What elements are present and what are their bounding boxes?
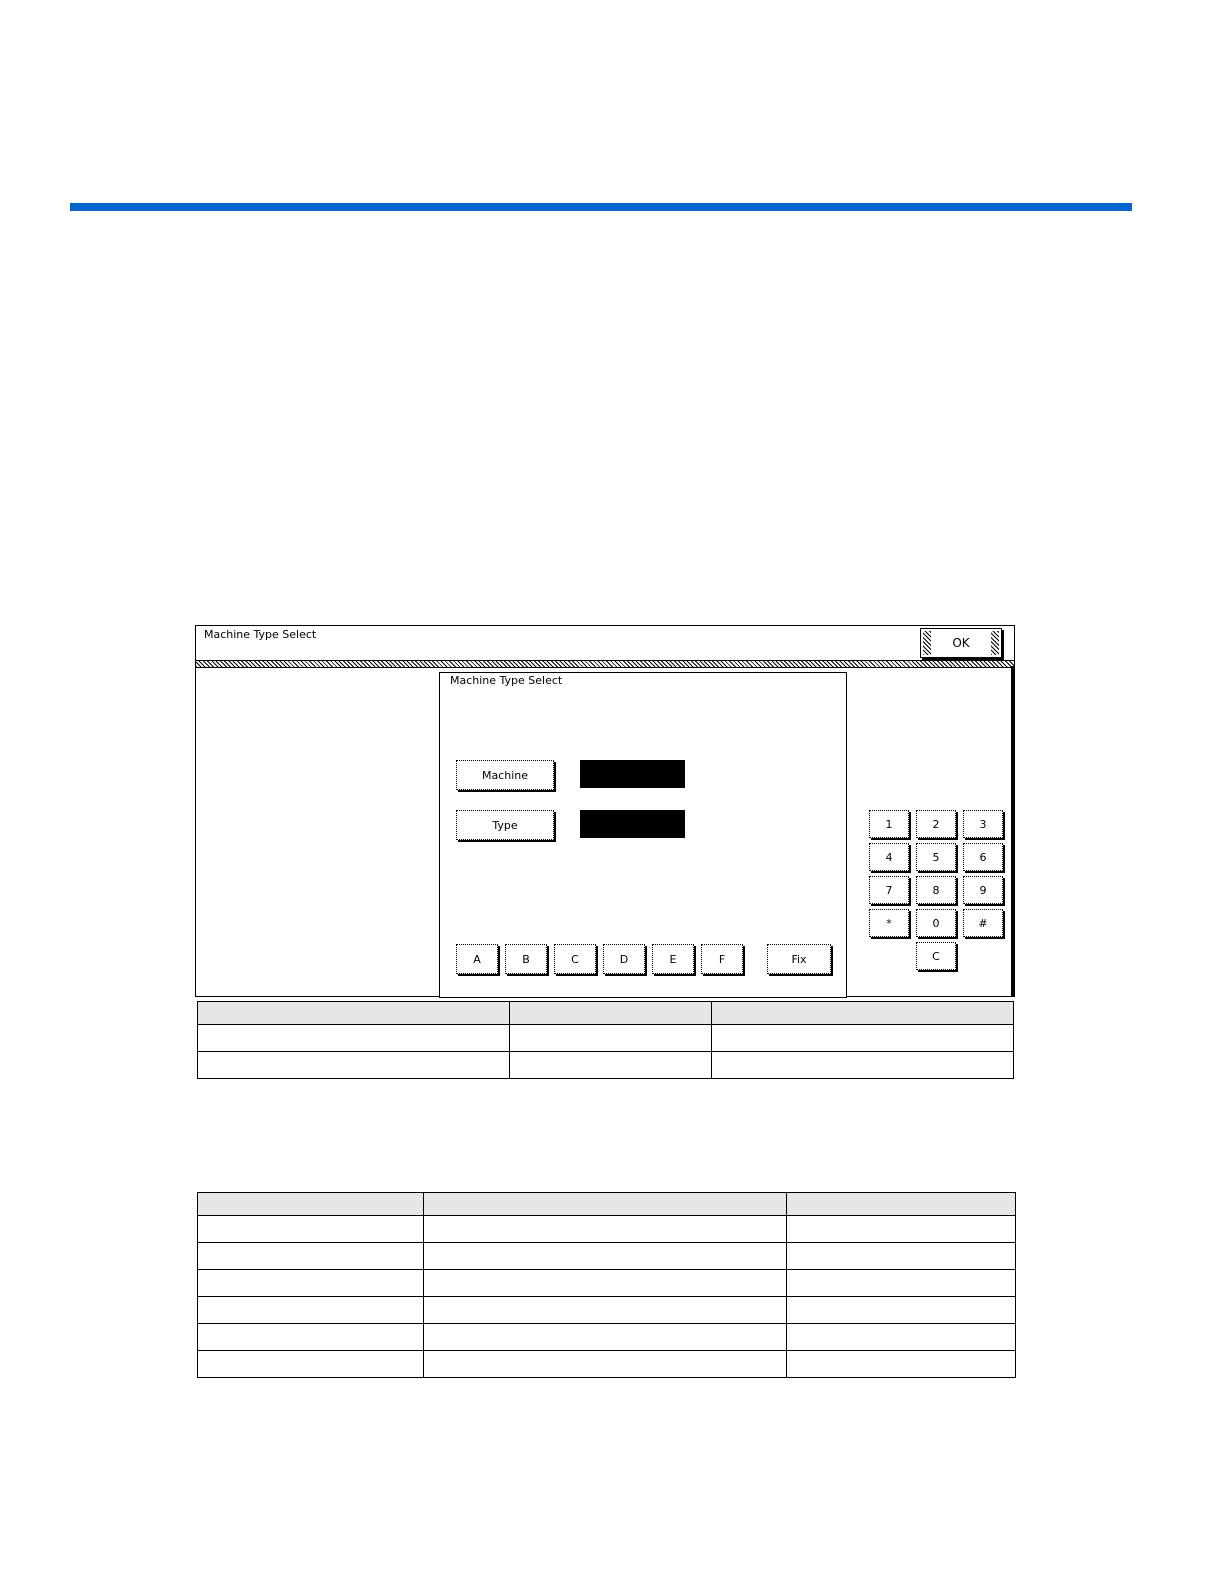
key-4[interactable]: 4	[869, 843, 909, 871]
table-header-cell	[787, 1193, 1016, 1216]
table-row	[198, 1297, 1016, 1324]
table-cell	[787, 1351, 1016, 1378]
table-cell	[198, 1297, 424, 1324]
table-header-cell	[198, 1002, 510, 1025]
key-star[interactable]: *	[869, 909, 909, 937]
table-cell	[509, 1025, 712, 1052]
machine-type-dialog	[439, 672, 847, 998]
key-5[interactable]: 5	[916, 843, 956, 871]
table-cell	[198, 1216, 424, 1243]
table-row	[198, 1351, 1016, 1378]
table-row	[198, 1324, 1016, 1351]
key-9[interactable]: 9	[963, 876, 1003, 904]
key-hash[interactable]: #	[963, 909, 1003, 937]
table-cell	[198, 1243, 424, 1270]
table-cell	[787, 1243, 1016, 1270]
table-cell	[198, 1351, 424, 1378]
table-cell	[423, 1297, 787, 1324]
dialog-title: Machine Type Select	[450, 674, 563, 687]
key-0[interactable]: 0	[916, 909, 956, 937]
key-clear[interactable]: C	[916, 942, 956, 970]
table-cell	[423, 1216, 787, 1243]
type-button[interactable]: Type	[456, 810, 554, 840]
key-7[interactable]: 7	[869, 876, 909, 904]
letter-button-a[interactable]: A	[456, 944, 498, 974]
screen-edge	[1011, 666, 1014, 996]
letter-button-e[interactable]: E	[652, 944, 694, 974]
table-header-cell	[509, 1002, 712, 1025]
key-6[interactable]: 6	[963, 843, 1003, 871]
letter-button-d[interactable]: D	[603, 944, 645, 974]
key-1[interactable]: 1	[869, 810, 909, 838]
letter-button-b[interactable]: B	[505, 944, 547, 974]
table-cell	[423, 1243, 787, 1270]
machine-type-select-screen	[195, 625, 1015, 997]
table-header-row	[198, 1002, 1014, 1025]
key-8[interactable]: 8	[916, 876, 956, 904]
header-divider	[196, 660, 1014, 668]
table-cell	[509, 1052, 712, 1079]
ok-button[interactable]: OK	[920, 628, 1002, 658]
table-cell	[198, 1270, 424, 1297]
table-row	[198, 1270, 1016, 1297]
table-cell	[787, 1324, 1016, 1351]
key-2[interactable]: 2	[916, 810, 956, 838]
table-row	[198, 1243, 1016, 1270]
table-cell	[198, 1052, 510, 1079]
table-header-cell	[712, 1002, 1014, 1025]
screen-header	[196, 626, 1014, 660]
table-cell	[198, 1025, 510, 1052]
key-3[interactable]: 3	[963, 810, 1003, 838]
fix-button[interactable]: Fix	[767, 944, 831, 974]
table-header-cell	[198, 1193, 424, 1216]
letter-button-f[interactable]: F	[701, 944, 743, 974]
table-header-row	[198, 1193, 1016, 1216]
table-cell	[787, 1270, 1016, 1297]
table-2	[197, 1192, 1016, 1378]
machine-field[interactable]	[580, 760, 685, 788]
letter-button-c[interactable]: C	[554, 944, 596, 974]
table-cell	[787, 1297, 1016, 1324]
table-row	[198, 1025, 1014, 1052]
table-cell	[712, 1025, 1014, 1052]
screen-title: Machine Type Select	[204, 628, 317, 641]
type-field[interactable]	[580, 810, 685, 838]
machine-button[interactable]: Machine	[456, 760, 554, 790]
table-cell	[787, 1216, 1016, 1243]
table-cell	[423, 1351, 787, 1378]
table-1	[197, 1001, 1014, 1079]
table-row	[198, 1216, 1016, 1243]
table-cell	[198, 1324, 424, 1351]
table-cell	[712, 1052, 1014, 1079]
table-cell	[423, 1324, 787, 1351]
table-row	[198, 1052, 1014, 1079]
header-rule	[70, 203, 1132, 211]
table-header-cell	[423, 1193, 787, 1216]
table-cell	[423, 1270, 787, 1297]
